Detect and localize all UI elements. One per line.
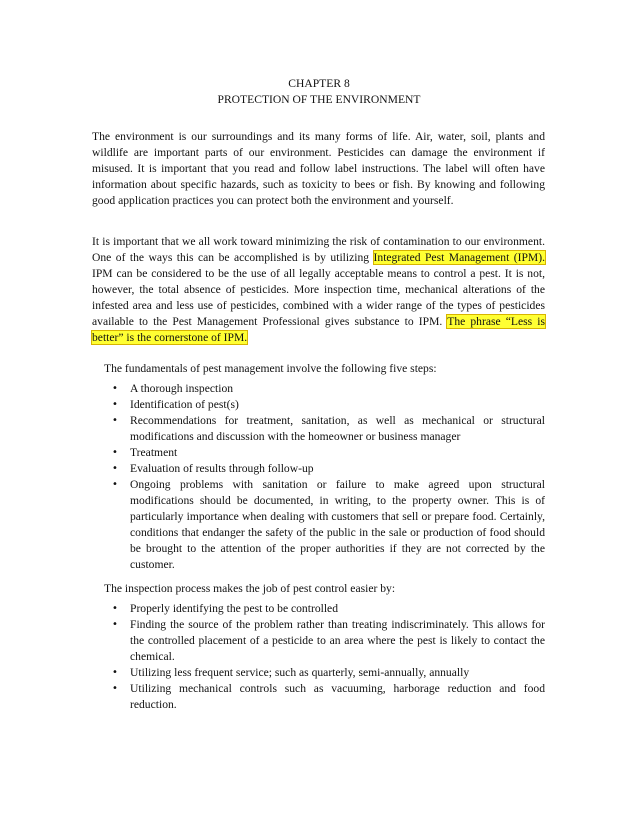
fundamentals-intro: The fundamentals of pest management involve the following five steps: xyxy=(104,362,437,375)
chapter-number: CHAPTER 8 xyxy=(288,77,350,90)
list-item xyxy=(112,681,545,713)
bullet-icon: • xyxy=(112,667,118,678)
bullet-icon: • xyxy=(112,399,118,410)
list-item xyxy=(112,461,545,477)
inspection-list xyxy=(112,601,545,713)
bullet-icon: • xyxy=(112,383,118,394)
bullet-icon: • xyxy=(112,415,118,426)
paragraph-environment xyxy=(92,129,545,209)
list-item xyxy=(112,665,545,681)
list-item xyxy=(112,397,545,413)
chapter-heading xyxy=(0,76,638,108)
highlighted-text-ipm: Integrated Pest Management (IPM). xyxy=(373,251,545,264)
paragraph-ipm xyxy=(92,234,545,346)
list-item-text: Ongoing problems with sanitation or failure to make agreed upon structural modifications should be documented, in writing, to the property owner. This is of particularly importance when dealing with customers that sell or prepare food. Certainly, conditions that endanger the safety of the public in the sale or production of food should be brought to the attention of the proper authorities if they are not corrected by the customer. xyxy=(130,478,545,571)
list-item-text: Utilizing mechanical controls such as vacuuming, harborage reduction and food reduction. xyxy=(130,682,545,711)
text-run: It is important that we all work toward minimizing the risk of contamination to our environment. One of the ways this can be accomplished is by utilizing xyxy=(92,235,545,264)
paragraph-text: The environment is our surroundings and its many forms of life. Air, water, soil, plants and wildlife are important parts of our environment. Pesticides can damage the environment if misused. It is important that you read and follow label instructions. The label will often have information about specific hazards, such as toxicity to bees or fish. By knowing and following good application practices you can protect both the environment and yourself. xyxy=(92,130,545,207)
list-item-text: Properly identifying the pest to be controlled xyxy=(130,602,338,615)
list-item xyxy=(112,601,545,617)
list-item-text: Identification of pest(s) xyxy=(130,398,239,411)
list-item-text: Evaluation of results through follow-up xyxy=(130,462,314,475)
text-run: IPM can be considered to be the use of all legally acceptable means to control a pest. It is not, however, the total absence of pesticides. More inspection time, mechanical alterations of the infested area and less use of pesticides, combined with a wider range of the types of pesticides available to the Pest Management Professional gives substance to IPM. xyxy=(92,267,545,328)
chapter-title: PROTECTION OF THE ENVIRONMENT xyxy=(217,93,421,106)
list-item-text: Utilizing less frequent service; such as quarterly, semi-annually, annually xyxy=(130,666,470,679)
list-item xyxy=(112,477,545,573)
bullet-icon: • xyxy=(112,479,118,490)
fundamentals-list xyxy=(112,381,545,573)
bullet-icon: • xyxy=(112,603,118,614)
list-item xyxy=(112,617,545,665)
bullet-icon: • xyxy=(112,619,118,630)
list-item-text: A thorough inspection xyxy=(130,382,234,395)
list-item-text: Recommendations for treatment, sanitation, as well as mechanical or structural modifications and discussion with the homeowner or business manager xyxy=(130,414,545,443)
paragraph-text xyxy=(92,234,545,346)
inspection-intro: The inspection process makes the job of pest control easier by: xyxy=(104,582,396,595)
list-item-text: Treatment xyxy=(130,446,178,459)
list-item xyxy=(112,413,545,445)
list-item-text: Finding the source of the problem rather than treating indiscriminately. This allows for the controlled placement of a pesticide to an area where the pest is likely to contact the chemical. xyxy=(130,618,545,663)
bullet-icon: • xyxy=(112,683,118,694)
list-item xyxy=(112,445,545,461)
list-item xyxy=(112,381,545,397)
bullet-icon: • xyxy=(112,447,118,458)
bullet-icon: • xyxy=(112,463,118,474)
highlighted-text-cornerstone: The phrase “Less is better” is the cornerstone of IPM. xyxy=(92,315,545,344)
